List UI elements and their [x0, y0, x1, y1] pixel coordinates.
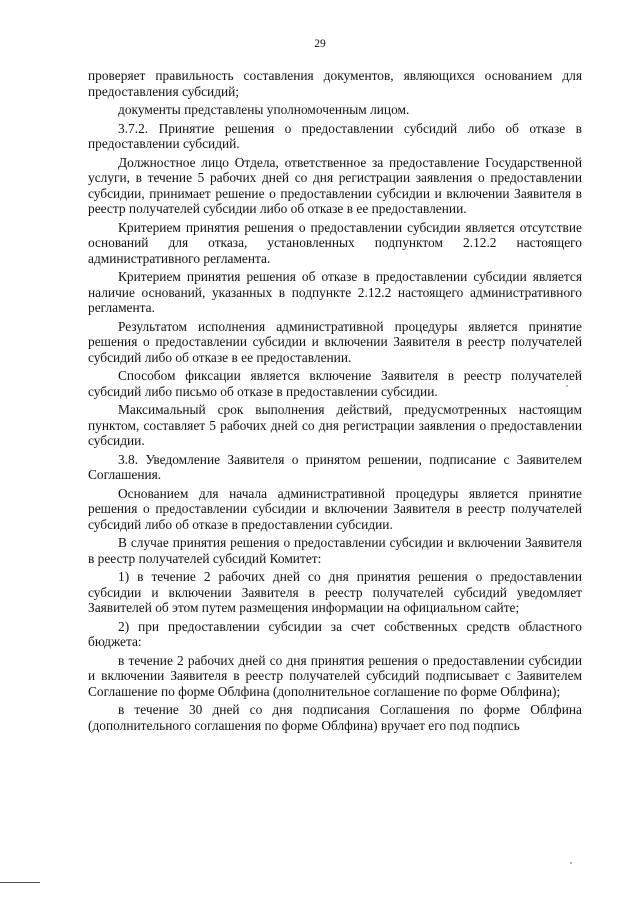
document-body: [88, 68, 582, 736]
paragraph: Должностное лицо Отдела, ответственное за предоставление Государственной услуги, в течение 5 рабочих дней со дня регистрации заявления о предоставлении субсидии, принимает решение о предоставлении субсидии и включении Заявителя в реестр получателей субсидии либо об отказе в ее предоставлении.: [88, 154, 582, 216]
paragraph: Максимальный срок выполнения действий, предусмотренных настоящим пунктом, составляет 5 рабочих дней со дня регистрации заявления о предоставлении субсидии.: [88, 402, 582, 448]
paragraph: Критерием принятия решения о предоставлении субсидии является отсутствие оснований для отказа, установленных подпунктом 2.12.2 настоящего административного регламента.: [88, 219, 582, 266]
scan-speck: [566, 385, 568, 387]
paragraph: документы представлены уполномоченным лицом.: [118, 102, 410, 117]
paragraph: в течение 30 дней со дня подписания Соглашения по форме Облфина (дополнительного соглашения по форме Облфина) вручает его под подпись: [88, 702, 582, 733]
page-number: 29: [314, 38, 326, 50]
paragraph: Способом фиксации является включение Заявителя в реестр получателей субсидий либо письмо об отказе в предоставлении субсидии.: [88, 368, 582, 399]
list-item: 1) в течение 2 рабочих дней со дня принятия решения о предоставлении субсидии и включении Заявителя в реестр получателей субсидий уведомляет Заявителей об этом путем размещения информации на официальном сайте;: [88, 569, 582, 615]
paragraph: Критерием принятия решения об отказе в предоставлении субсидии является наличие оснований, указанных в подпункте 2.12.2 настоящего административного регламента.: [88, 269, 582, 315]
paragraph: Результатом исполнения административной процедуры является принятие решения о предоставлении субсидии и включении Заявителя в реестр получателей субсидий либо об отказе в ее предоставлении.: [88, 318, 582, 365]
paragraph: В случае принятия решения о предоставлении субсидии и включении Заявителя в реестр получателей субсидий Комитет:: [88, 535, 582, 566]
section-heading-3-8: 3.8. Уведомление Заявителя о принятом решении, подписание с Заявителем Соглашения.: [88, 451, 582, 482]
list-item: 2) при предоставлении субсидии за счет собственных средств областного бюджета:: [88, 618, 582, 649]
paragraph: в течение 2 рабочих дней со дня принятия решения о предоставлении субсидии и включении Заявителя в реестр получателей субсидий подписывает с Заявителем Соглашение по форме Облфина (дополнительное соглашение по форме Облфина);: [88, 652, 582, 699]
paragraph: Основанием для начала административной процедуры является принятие решения о предоставлении субсидии и включении Заявителя в реестр получателей субсидий либо об отказе в предоставлении субсидии.: [88, 485, 582, 532]
section-heading-3-7-2: 3.7.2. Принятие решения о предоставлении субсидий либо об отказе в предоставлении субсидий.: [88, 120, 582, 151]
scan-speck: [570, 862, 572, 864]
paragraph: проверяет правильность составления документов, являющихся основанием для предоставления субсидий;: [88, 68, 582, 99]
footer-rule: [0, 882, 40, 883]
